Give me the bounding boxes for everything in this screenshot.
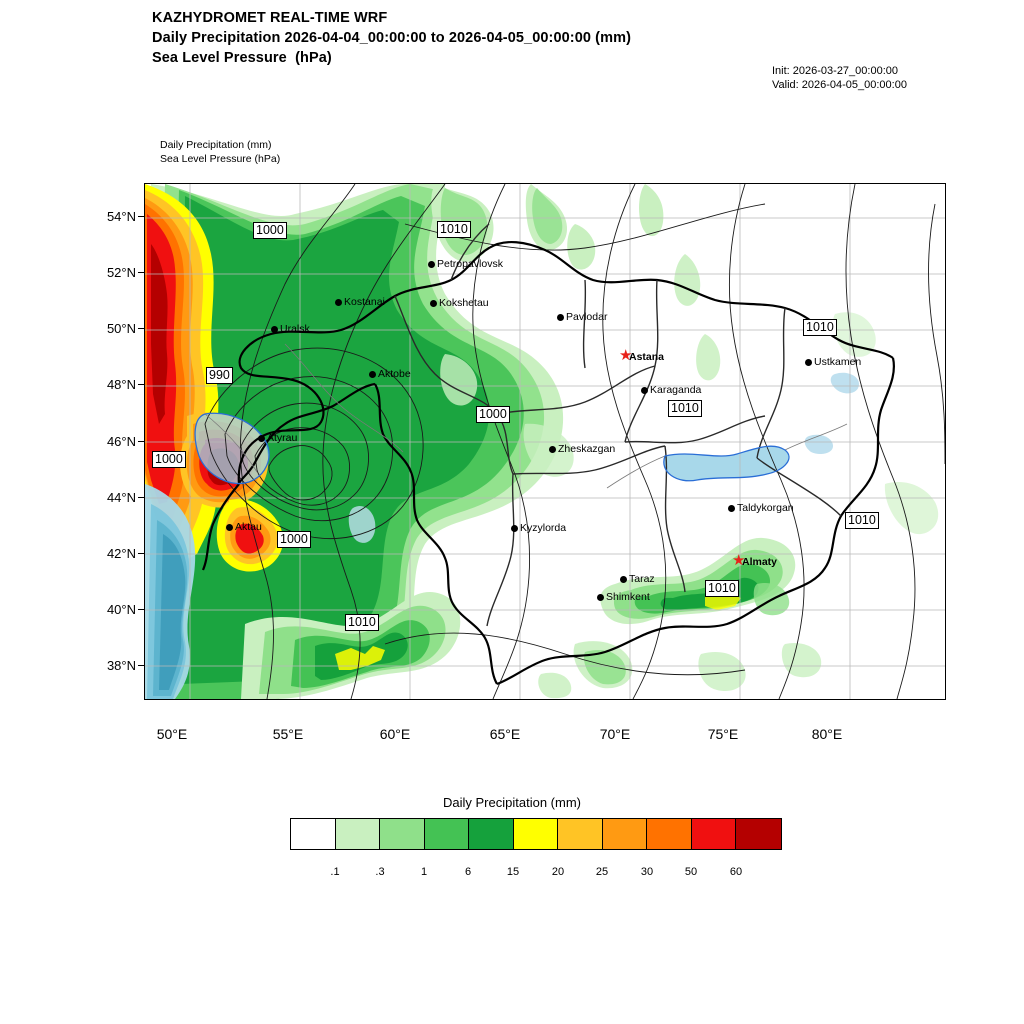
- city-label: Zheskazgan: [558, 443, 616, 455]
- city-dot: [557, 314, 564, 321]
- city-label: Aktobe: [378, 368, 411, 380]
- contour-label-1010: 1010: [803, 319, 837, 336]
- map-canvas: [145, 184, 945, 699]
- contour-label-1010: 1010: [345, 614, 379, 631]
- y-axis-label-6: 42°N: [106, 546, 136, 561]
- city-label: Astana: [629, 351, 665, 363]
- colorbar-cell-1: [336, 819, 381, 849]
- city-dot: [271, 326, 278, 333]
- city-label: Atyrau: [267, 432, 298, 444]
- city-dot: [428, 261, 435, 268]
- colorbar-cell-7: [603, 819, 648, 849]
- city-dot: [549, 446, 556, 453]
- x-axis-label-5: 75°E: [707, 726, 739, 742]
- colorbar-tick-9: 60: [729, 866, 743, 878]
- title-line-2: Daily Precipitation 2026-04-04_00:00:00 to 2026-04-05_00:00:00 (mm): [152, 30, 632, 46]
- city-dot: [641, 387, 648, 394]
- colorbar-tick-6: 25: [595, 866, 609, 878]
- city-label: Shimkent: [606, 591, 650, 603]
- colorbar-cell-3: [425, 819, 470, 849]
- city-label: Aktau: [235, 521, 262, 533]
- colorbar-cell-6: [558, 819, 603, 849]
- subcaption-pressure: Sea Level Pressure (hPa): [160, 153, 281, 165]
- page-title: [152, 8, 631, 68]
- colorbar[interactable]: [290, 818, 782, 850]
- colorbar-tick-0: .1: [330, 866, 340, 878]
- colorbar-tick-7: 30: [640, 866, 654, 878]
- x-axis-label-0: 50°E: [156, 726, 188, 742]
- init-time: Init: 2026-03-27_00:00:00: [772, 65, 898, 77]
- title-line-1: KAZHYDROMET REAL-TIME WRF: [152, 10, 388, 26]
- valid-time: Valid: 2026-04-05_00:00:00: [772, 79, 907, 91]
- y-axis-label-0: 54°N: [106, 209, 136, 224]
- star-icon: ★: [732, 552, 746, 569]
- map-subcaption: [160, 138, 280, 166]
- contour-label-1010: 1010: [705, 580, 739, 597]
- city-dot: [369, 371, 376, 378]
- contour-label-1000: 1000: [476, 406, 510, 423]
- x-axis-label-4: 70°E: [599, 726, 631, 742]
- colorbar-cell-4: [469, 819, 514, 849]
- contour-label-1000: 1000: [253, 222, 287, 239]
- city-dot: [805, 359, 812, 366]
- colorbar-tick-3: 6: [464, 866, 472, 878]
- city-dot: [511, 525, 518, 532]
- x-axis-label-3: 65°E: [489, 726, 521, 742]
- city-label: Taraz: [629, 573, 655, 585]
- colorbar-tick-4: 15: [506, 866, 520, 878]
- city-label: Petropavlovsk: [437, 258, 503, 270]
- y-axis-label-2: 50°N: [106, 321, 136, 336]
- city-label: Uralsk: [280, 323, 310, 335]
- city-label: Kostanai: [344, 296, 385, 308]
- y-axis-label-1: 52°N: [106, 265, 136, 280]
- init-valid-block: [772, 64, 907, 92]
- city-label: Almaty: [742, 556, 778, 568]
- city-label: Kokshetau: [439, 297, 489, 309]
- contour-label-1000: 1000: [152, 451, 186, 468]
- city-dot: [597, 594, 604, 601]
- city-label: Taldykorgan: [737, 502, 794, 514]
- colorbar-cell-9: [692, 819, 737, 849]
- colorbar-tick-2: 1: [420, 866, 428, 878]
- city-label: Pavlodar: [566, 311, 608, 323]
- x-axis-label-1: 55°E: [272, 726, 304, 742]
- colorbar-cell-5: [514, 819, 559, 849]
- colorbar-ticks: [290, 852, 802, 878]
- colorbar-cell-0: [291, 819, 336, 849]
- precipitation-map[interactable]: [144, 183, 946, 700]
- colorbar-tick-1: .3: [375, 866, 385, 878]
- y-axis-label-5: 44°N: [106, 490, 136, 505]
- contour-label-1000: 1000: [277, 531, 311, 548]
- contour-label-990: 990: [206, 367, 233, 384]
- city-dot: [335, 299, 342, 306]
- title-line-3: Sea Level Pressure (hPa): [152, 50, 332, 66]
- y-axis-label-7: 40°N: [106, 602, 136, 617]
- star-icon: ★: [619, 347, 633, 364]
- y-axis-label-8: 38°N: [106, 658, 136, 673]
- colorbar-title: Daily Precipitation (mm): [443, 795, 581, 810]
- city-dot: [258, 435, 265, 442]
- city-label: Karaganda: [650, 384, 702, 396]
- city-dot: [226, 524, 233, 531]
- colorbar-tick-8: 50: [684, 866, 698, 878]
- colorbar-cell-10: [736, 819, 781, 849]
- colorbar-cell-8: [647, 819, 692, 849]
- subcaption-precip: Daily Precipitation (mm): [160, 139, 272, 151]
- city-label: Ustkamen: [814, 356, 862, 368]
- y-axis-label-3: 48°N: [106, 377, 136, 392]
- contour-label-1010: 1010: [437, 221, 471, 238]
- city-dot: [430, 300, 437, 307]
- colorbar-cell-2: [380, 819, 425, 849]
- city-dot: [728, 505, 735, 512]
- contour-label-1010: 1010: [668, 400, 702, 417]
- x-axis-label-2: 60°E: [379, 726, 411, 742]
- colorbar-tick-5: 20: [551, 866, 565, 878]
- city-label: Kyzylorda: [520, 522, 567, 534]
- contour-label-1010: 1010: [845, 512, 879, 529]
- x-axis-label-6: 80°E: [811, 726, 843, 742]
- city-dot: [620, 576, 627, 583]
- y-axis-label-4: 46°N: [106, 434, 136, 449]
